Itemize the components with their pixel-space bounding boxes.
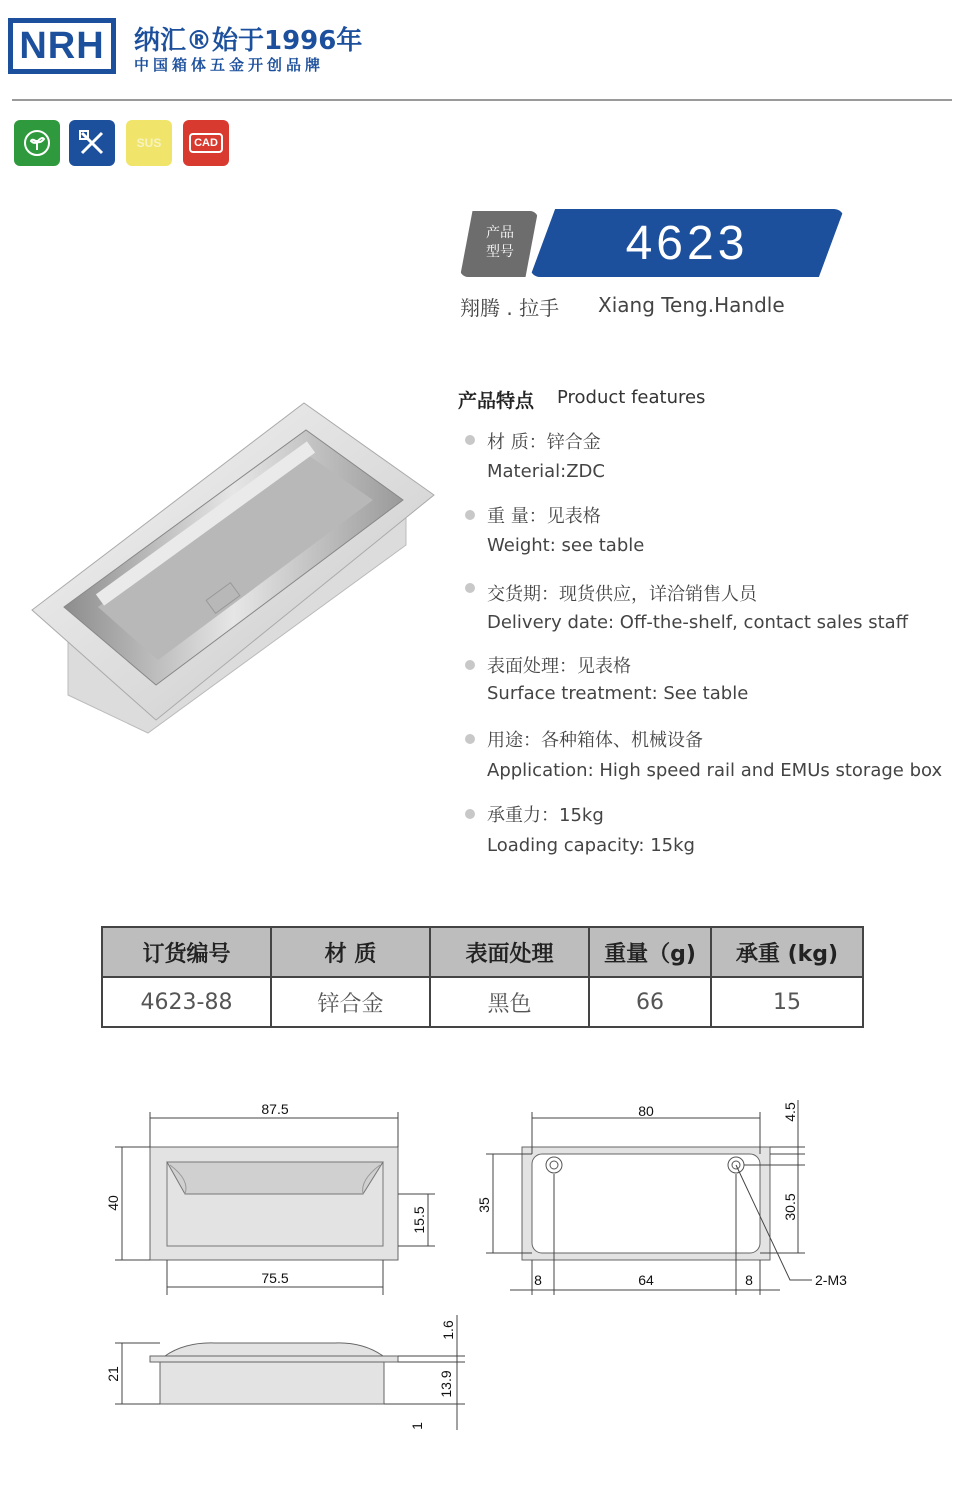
feature-cn: 表面处理：见表格 — [487, 656, 631, 677]
back-view-drawing — [470, 1090, 870, 1305]
spec-table — [101, 926, 864, 1028]
cell: 黑色 — [430, 977, 589, 1027]
bullet-icon — [465, 583, 475, 593]
feature-cn: 材 质：锌合金 — [487, 432, 601, 453]
feature-en: Loading capacity: 15kg — [487, 835, 695, 856]
feature-cn: 用途：各种箱体、机械设备 — [487, 730, 703, 751]
dim-flange: 1.6 — [440, 1320, 456, 1340]
dim-height: 40 — [105, 1195, 121, 1211]
dim-offset-left: 8 — [534, 1272, 542, 1288]
cell: 锌合金 — [271, 977, 430, 1027]
dim-height: 35 — [476, 1197, 492, 1213]
product-name-cn: 翔腾 . 拉手 — [460, 296, 560, 320]
product-name-en: Xiang Teng.Handle — [598, 293, 785, 317]
cell: 66 — [589, 977, 711, 1027]
bullet-icon — [465, 660, 475, 670]
bullet-icon — [465, 734, 475, 744]
features-heading: 产品特点 — [458, 390, 535, 412]
dim-recess: 15.5 — [411, 1206, 427, 1234]
side-view-drawing — [95, 1310, 475, 1440]
feature-en: Delivery date: Off-the-shelf, contact sales staff — [487, 612, 909, 633]
dim-span-mid: 64 — [638, 1272, 654, 1288]
feature-cn: 承重力：15kg — [487, 805, 604, 826]
dim-depth: 13.9 — [438, 1370, 454, 1398]
col-weight: 重量（g) — [589, 927, 711, 977]
eco-leaf-icon — [14, 120, 60, 166]
dim-hole-span: 80 — [638, 1103, 654, 1119]
cad-icon: CAD — [183, 120, 229, 166]
features-heading-en: Product features — [557, 387, 706, 408]
dim-hole-height: 30.5 — [782, 1193, 798, 1221]
cell: 4623-88 — [102, 977, 271, 1027]
feature-en: Surface treatment: See table — [487, 683, 749, 704]
col-load: 承重 (kg) — [711, 927, 863, 977]
brand-tagline: 中国箱体五金开创品牌 — [134, 56, 325, 74]
table-header-row — [102, 927, 863, 977]
front-view-drawing — [95, 1090, 445, 1305]
brand-logo: NRH — [8, 18, 116, 74]
col-order-number: 订货编号 — [102, 927, 271, 977]
sus-icon: SUS — [126, 120, 172, 166]
dim-inner-width: 75.5 — [261, 1270, 289, 1286]
thread-callout: 2-M3 — [815, 1272, 847, 1288]
feature-en: Weight: see table — [487, 535, 645, 556]
cell: 15 — [711, 977, 863, 1027]
col-surface: 表面处理 — [430, 927, 589, 977]
dim-bottom: 1 — [409, 1422, 425, 1430]
table-row — [102, 977, 863, 1027]
dim-overall-width: 87.5 — [261, 1101, 289, 1117]
bullet-icon — [465, 435, 475, 445]
dim-side-height: 21 — [105, 1366, 121, 1382]
feature-cn: 重 量：见表格 — [487, 506, 601, 527]
bullet-icon — [465, 809, 475, 819]
tools-icon — [69, 120, 115, 166]
model-tag-label: 产品 型号 — [486, 225, 514, 260]
col-material: 材 质 — [271, 927, 430, 977]
brand-name: 纳汇®始于1996年 — [134, 26, 363, 56]
feature-en: Material:ZDC — [487, 461, 605, 482]
feature-cn: 交货期：现货供应，详洽销售人员 — [487, 584, 757, 605]
model-number: 4623 — [625, 217, 749, 270]
dim-top-offset: 4.5 — [782, 1102, 798, 1122]
product-photo — [28, 395, 440, 740]
feature-en: Application: High speed rail and EMUs storage box — [487, 760, 943, 781]
dim-offset-right: 8 — [745, 1272, 753, 1288]
bullet-icon — [465, 510, 475, 520]
header-divider — [12, 99, 952, 101]
